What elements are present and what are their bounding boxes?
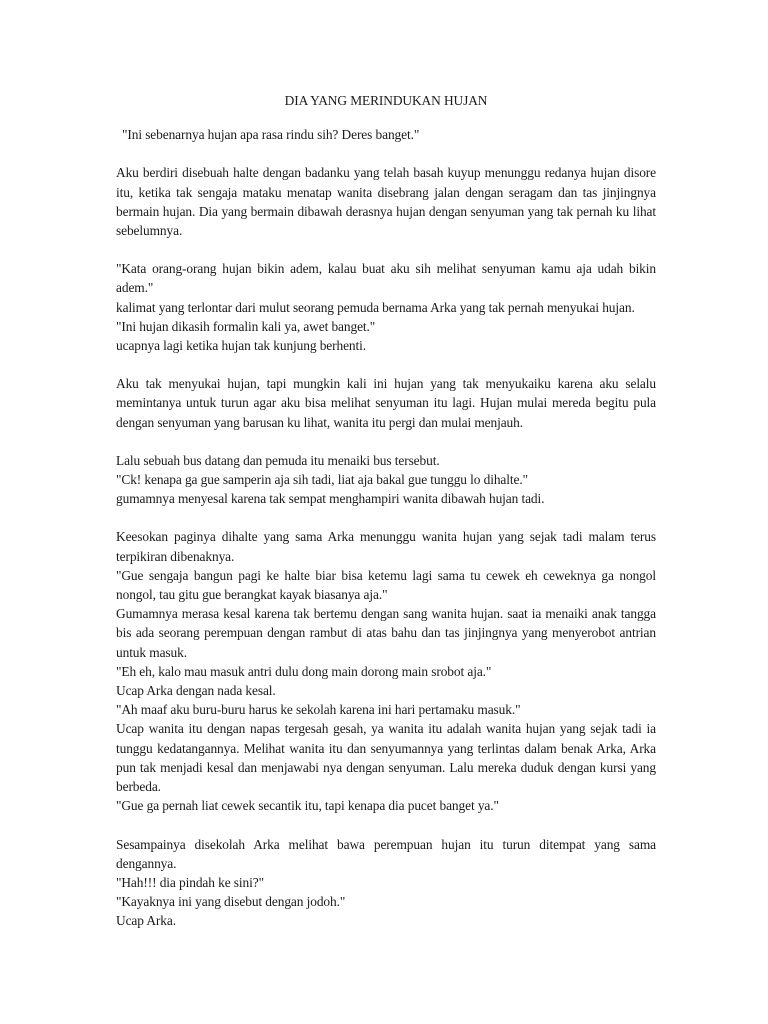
text-line: Ucap Arka. (116, 913, 176, 929)
text-line: Aku berdiri disebuah halte dengan badanku yang telah basah kuyup menunggu redanya hujan disore itu, ketika tak sengaja mataku menatap wanita disebrang jalan dengan seragam dan tas jinjingnya bermain hujan. Dia yang bermain dibawah derasnya hujan dengan senyuman yang tak pernah ku lihat sebelumnya. (116, 165, 656, 239)
paragraph-tak-menyukai-hujan (116, 374, 656, 432)
text-line: "Gue ga pernah liat cewek secantik itu, tapi kenapa dia pucet banget ya." (116, 798, 499, 814)
text-line: "Ini hujan dikasih formalin kali ya, awet banget." (116, 318, 376, 334)
text-line: "Kayaknya ini yang disebut dengan jodoh." (116, 894, 346, 910)
text-line: "Eh eh, kalo mau masuk antri dulu dong main dorong main srobot aja." (116, 663, 492, 679)
text-line: Ucap wanita itu dengan napas tergesah gesah, ya wanita itu adalah wanita hujan yang sejak tadi ia tunggu kedatangannya. Melihat wanita itu dan senyumannya yang terlintas dalam benak Arka, Arka pun tak menjadi kesal dan menjawabi nya dengan senyuman. Lalu mereka duduk dengan kursi yang berbeda. (116, 721, 656, 795)
document-title: DIA YANG MERINDUKAN HUJAN (284, 93, 488, 108)
text-line: "Gue sengaja bangun pagi ke halte biar bisa ketemu lagi sama tu cewek eh ceweknya ga nongol nongol, tau gitu gue berangkat kayak biasanya aja." (116, 567, 656, 603)
text-line: kalimat yang terlontar dari mulut seorang pemuda bernama Arka yang tak pernah menyukai hujan. (116, 299, 635, 315)
text-line: Keesokan paginya dihalte yang sama Arka menunggu wanita hujan yang sejak tadi malam terus terpikiran dibenaknya. (116, 529, 656, 564)
text-line: Aku tak menyukai hujan, tapi mungkin kali ini hujan yang tak menyukaiku karena aku selalu memintanya untuk turun agar aku bisa melihat senyuman itu lagi. Hujan mulai mereda begitu pula dengan senyuman yang barusan ku lihat, wanita itu pergi dan mulai menjauh. (116, 376, 656, 430)
text-line: "Hah!!! dia pindah ke sini?" (116, 874, 264, 890)
text-line: Sesampainya disekolah Arka melihat bawa perempuan hujan itu turun ditempat yang sama dengannya. (116, 836, 656, 871)
paragraph-keesokan (116, 527, 656, 815)
paragraph-sekolah (116, 835, 656, 931)
paragraph-bus (116, 451, 656, 509)
text-line: Ucap Arka dengan nada kesal. (116, 683, 276, 699)
text-line: "Ck! kenapa ga gue samperin aja sih tadi, liat aja bakal gue tunggu lo dihalte." (116, 472, 528, 488)
text-line: "Kata orang-orang hujan bikin adem, kalau buat aku sih melihat senyuman kamu aja udah bikin adem." (116, 261, 656, 296)
text-line: "Ah maaf aku buru-buru harus ke sekolah karena ini hari pertamaku masuk." (116, 702, 521, 718)
text-line: Lalu sebuah bus datang dan pemuda itu menaiki bus tersebut. (116, 452, 440, 468)
text-line: gumamnya menyesal karena tak sempat menghampiri wanita dibawah hujan tadi. (116, 491, 545, 507)
text-line: Gumamnya merasa kesal karena tak bertemu dengan sang wanita hujan. saat ia menaiki anak tangga bis ada seorang perempuan dengan rambut di atas bahu dan tas jinjingnya yang menyerobot antrian untuk masuk. (116, 606, 656, 660)
document-body (116, 91, 656, 950)
paragraph-opening-quote (116, 125, 656, 144)
text-line: ucapnya lagi ketika hujan tak kunjung berhenti. (116, 338, 367, 354)
paragraph-halte (116, 163, 656, 240)
text-line: "Ini sebenarnya hujan apa rasa rindu sih? Deres banget." (122, 127, 420, 143)
paragraph-arka-intro (116, 259, 656, 355)
